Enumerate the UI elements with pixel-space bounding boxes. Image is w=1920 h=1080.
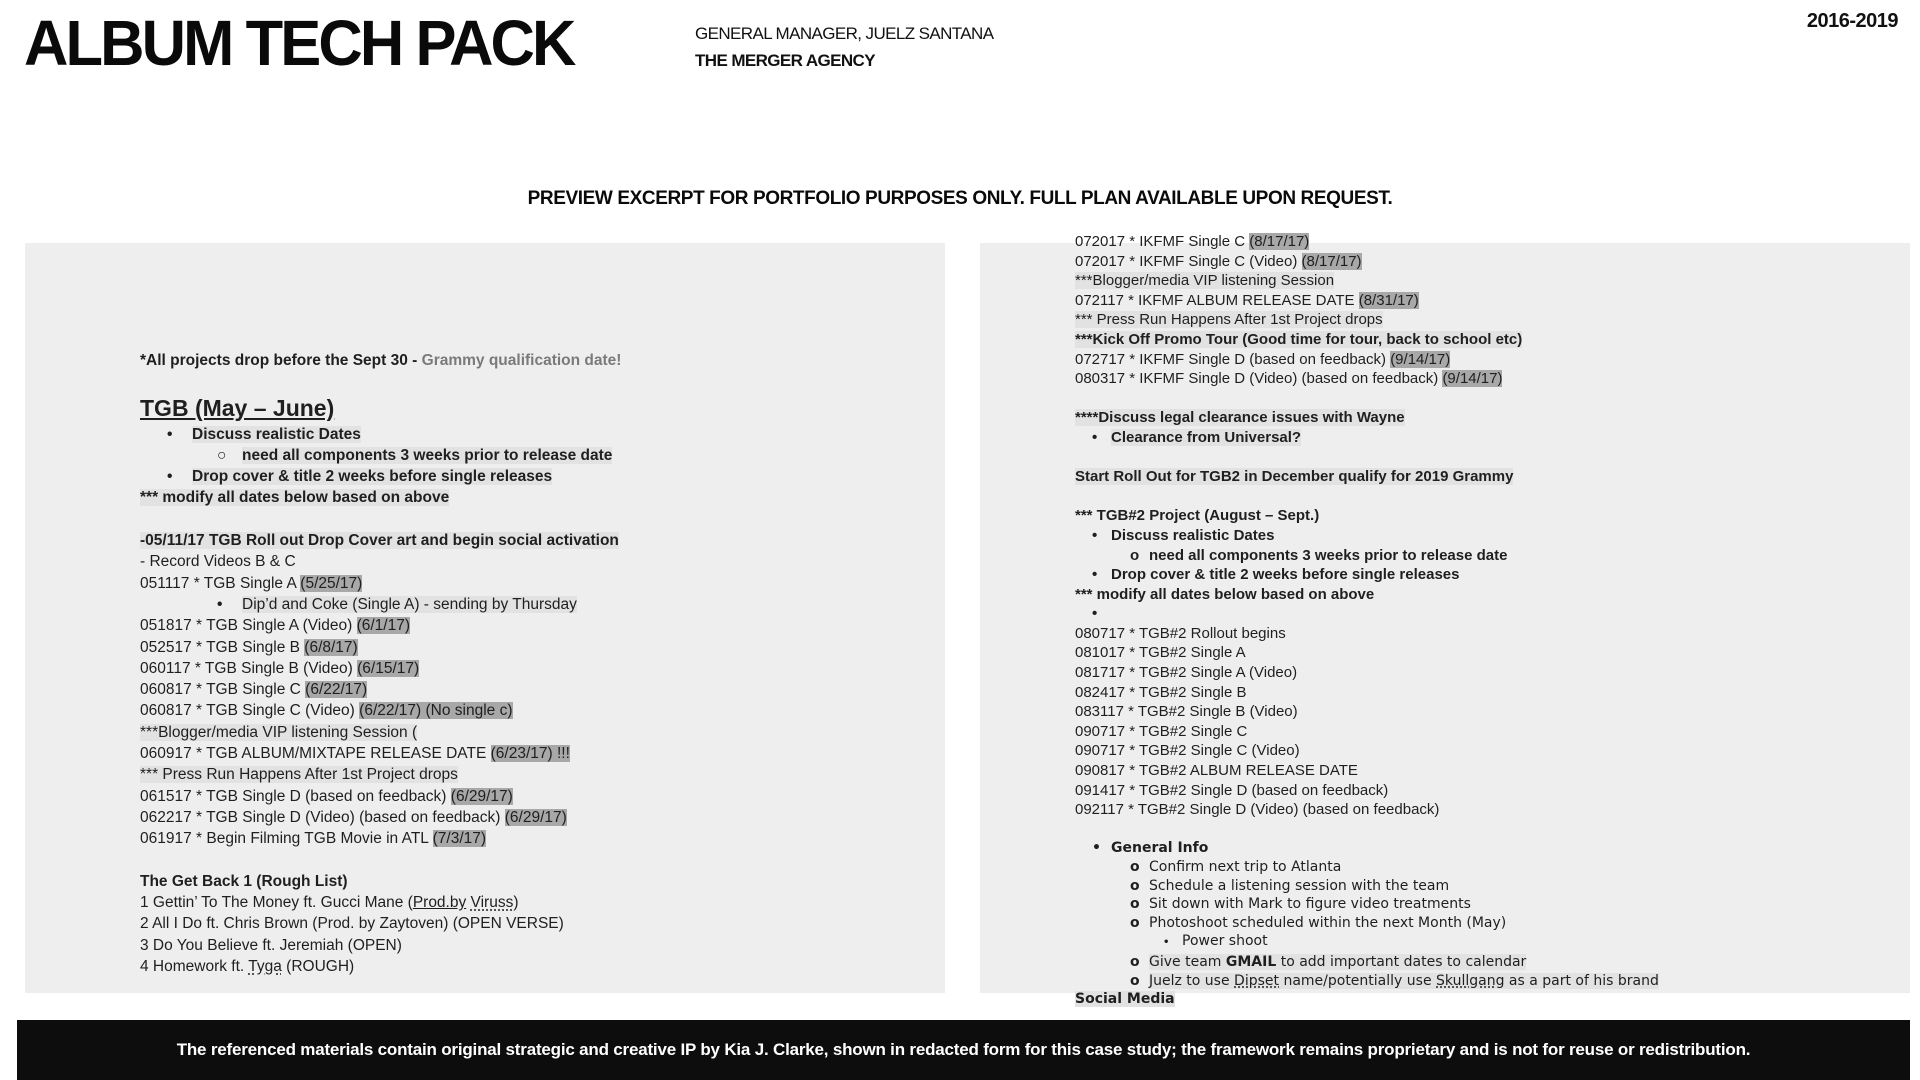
text-segment: 091417 * TGB#2 Single D (based on feedback) <box>1075 781 1389 799</box>
text-segment: 072017 * IKFMF Single C (Video) <box>1075 252 1302 270</box>
text-line <box>1075 972 1892 991</box>
text-line <box>140 466 927 487</box>
text-line <box>1075 310 1892 330</box>
text-line <box>1075 506 1892 526</box>
text-line <box>140 764 927 785</box>
bullet-marker: • <box>1092 605 1098 623</box>
text-segment: Dip’d and Coke (Single A) - sending by Thursday <box>242 595 577 613</box>
text-line <box>1075 428 1892 448</box>
text-line <box>1075 741 1892 761</box>
text-segment: -05/11/17 TGB Roll out Drop Cover art and begin social activation <box>140 532 619 550</box>
text-segment: Discuss realistic Dates <box>1111 526 1275 544</box>
text-line <box>140 935 927 956</box>
text-segment: 062217 * TGB Single D (Video) (based on feedback) <box>140 808 505 826</box>
text-segment: *** Press Run Happens After 1st Project drops <box>1075 311 1383 329</box>
text-segment: 3 Do You Believe ft. Jeremiah (OPEN) <box>140 936 402 954</box>
text-segment: (6/29/17) <box>504 808 567 826</box>
bullet-marker: • <box>1092 428 1098 446</box>
text-segment: Social Media <box>1075 991 1175 1008</box>
text-segment: 090817 * TGB#2 ALBUM RELEASE DATE <box>1075 762 1358 780</box>
text-line <box>140 786 927 807</box>
header-center <box>695 20 993 74</box>
text-segment: 2 All I Do ft. Chris Brown (Prod. by Zaytoven) (OPEN VERSE) <box>140 915 564 933</box>
text-segment: Discuss realistic Dates <box>192 425 361 443</box>
text-segment: (8/17/17) <box>1249 233 1310 250</box>
text-segment: (5/25/17) <box>300 574 363 592</box>
text-segment: *** TGB#2 Project (August – Sept.) <box>1075 507 1320 525</box>
years-range: 2016-2019 <box>1806 10 1898 32</box>
text-segment: 060817 * TGB Single C <box>140 681 306 699</box>
text-segment: Start Roll Out for TGB2 in December qualify for 2019 Grammy <box>1075 468 1514 486</box>
text-segment: 092117 * TGB#2 Single D (Video) (based on feedback) <box>1075 801 1440 819</box>
blank-line <box>1075 448 1892 468</box>
text-segment: 051817 * TGB Single A (Video) <box>140 617 357 635</box>
text-segment: ***Kick Off Promo Tour (Good time for tour, back to school etc) <box>1075 330 1523 348</box>
text-segment: 081017 * TGB#2 Single A <box>1075 644 1246 662</box>
agency-line: THE MERGER AGENCY <box>695 51 875 70</box>
bullet-marker: • <box>217 595 223 613</box>
text-segment: Power shoot <box>1182 933 1268 950</box>
text-segment: GMAIL <box>1225 953 1277 970</box>
text-segment: Viruss <box>470 894 514 912</box>
text-segment: (6/29/17) <box>450 787 513 805</box>
text-segment: (6/15/17) <box>357 659 420 677</box>
bullet-marker: • <box>1092 566 1098 584</box>
text-line <box>140 722 927 743</box>
text-line <box>140 743 927 764</box>
text-segment: Skullgang <box>1436 972 1505 989</box>
text-segment: (9/14/17) <box>1390 350 1451 368</box>
text-segment: 061517 * TGB Single D (based on feedback) <box>140 787 451 805</box>
text-segment: Tyga <box>248 958 282 976</box>
text-segment: (6/1/17) <box>356 617 410 635</box>
bullet-marker: • <box>1163 937 1170 949</box>
text-line <box>1075 990 1892 1009</box>
text-line <box>140 424 927 445</box>
text-line <box>140 700 927 721</box>
bullet-marker: ○ <box>217 446 227 464</box>
text-line <box>1075 858 1892 877</box>
text-segment: ) <box>513 894 519 912</box>
text-line <box>1075 408 1892 428</box>
text-line <box>1075 914 1892 933</box>
text-line <box>140 637 927 658</box>
text-segment: 082417 * TGB#2 Single B <box>1075 683 1247 701</box>
bullet-marker: o <box>1130 859 1140 875</box>
bullet-marker: o <box>1130 877 1140 894</box>
text-segment: 083117 * TGB#2 Single B (Video) <box>1075 703 1298 721</box>
text-line <box>1075 932 1892 953</box>
text-line <box>1075 271 1892 291</box>
blank-line <box>140 509 927 530</box>
text-segment: (6/22/17) <box>305 681 368 699</box>
text-line <box>1075 663 1892 683</box>
bullet-marker: o <box>1130 896 1140 913</box>
text-line <box>1075 683 1892 703</box>
text-segment: to add important dates to calendar <box>1276 953 1527 970</box>
text-segment: 072717 * IKFMF Single D (based on feedback) <box>1075 350 1391 368</box>
text-segment: TGB (May – June) <box>140 394 335 421</box>
text-line <box>140 679 927 700</box>
text-line <box>140 871 927 892</box>
text-line <box>140 487 927 508</box>
bullet-marker: • <box>167 468 173 486</box>
text-line <box>1075 761 1892 781</box>
blank-line <box>1075 820 1892 840</box>
text-segment: Schedule a listening session with the team <box>1149 877 1450 894</box>
text-segment: Give team <box>1149 953 1226 970</box>
text-line <box>1075 722 1892 742</box>
text-line <box>1075 467 1892 487</box>
text-segment: Prod.by <box>412 894 467 912</box>
text-segment: - Record Videos B & C <box>140 553 296 571</box>
text-segment: Sit down with Mark to figure video treatments <box>1149 896 1471 913</box>
text-line <box>1075 291 1892 311</box>
text-segment: name/potentially use <box>1279 972 1437 989</box>
text-segment: 1 Gettin’ To The Money ft. Gucci Mane ( <box>140 894 413 912</box>
text-line <box>1075 330 1892 350</box>
text-line <box>1075 953 1892 972</box>
text-segment: (9/14/17) <box>1442 370 1503 388</box>
text-segment: (ROUGH) <box>281 958 355 976</box>
text-segment: 060917 * TGB ALBUM/MIXTAPE RELEASE DATE <box>140 745 491 763</box>
text-segment: ****Discuss legal clearance issues with Wayne <box>1075 409 1405 427</box>
text-segment: Grammy qualification date! <box>421 352 622 369</box>
text-line <box>140 807 927 828</box>
general-manager-line: GENERAL MANAGER, JUELZ SANTANA <box>695 24 994 43</box>
text-segment: Juelz to use <box>1149 972 1235 989</box>
text-line <box>140 658 927 679</box>
text-line <box>1075 895 1892 914</box>
text-segment: Confirm next trip to Atlanta <box>1149 859 1342 875</box>
text-segment: General Info <box>1111 840 1209 857</box>
text-line <box>1075 565 1892 585</box>
text-line <box>1075 526 1892 546</box>
text-segment: 060817 * TGB Single C (Video) <box>140 702 360 720</box>
text-segment: *All projects drop before the Sept 30 - <box>140 352 422 369</box>
text-segment: ***Blogger/media VIP listening Session ( <box>140 723 418 741</box>
text-segment: Drop cover & title 2 weeks before single releases <box>192 468 553 486</box>
footer-disclaimer-bar <box>17 1020 1910 1080</box>
bullet-marker: o <box>1130 914 1140 931</box>
text-segment: (8/17/17) <box>1301 252 1362 270</box>
footer-disclaimer-text: The referenced materials contain original strategic and creative IP by Kia J. Clarke, shown in redacted form for this case study; the framework remains proprietary and is not for reuse or redistribution. <box>176 1040 1751 1059</box>
text-line <box>140 350 927 371</box>
text-line <box>1075 369 1892 389</box>
right-panel-content <box>980 232 1910 1009</box>
text-segment: 072117 * IKFMF ALBUM RELEASE DATE <box>1075 291 1359 309</box>
text-segment: as a part of his brand <box>1504 972 1659 989</box>
bullet-marker: o <box>1130 546 1140 564</box>
text-line <box>1075 350 1892 370</box>
text-segment: 060117 * TGB Single B (Video) <box>140 659 358 677</box>
text-segment: 081717 * TGB#2 Single A (Video) <box>1075 664 1298 682</box>
text-segment: (6/23/17) !!! <box>490 745 570 763</box>
text-segment: *** modify all dates below based on above <box>140 489 450 507</box>
bullet-marker: o <box>1130 953 1140 970</box>
text-segment: 051117 * TGB Single A <box>140 574 301 592</box>
blank-line <box>140 371 927 392</box>
text-line <box>140 615 927 636</box>
text-segment: The Get Back 1 (Rough List) <box>140 872 348 890</box>
text-line <box>140 573 927 594</box>
text-line <box>140 530 927 551</box>
text-line <box>1075 643 1892 663</box>
text-segment: (6/8/17) <box>304 638 358 656</box>
text-segment: 4 Homework ft. <box>140 958 249 976</box>
text-segment: 052517 * TGB Single B <box>140 638 305 656</box>
text-segment: (7/3/17) <box>432 830 487 848</box>
blank-line <box>1075 389 1892 409</box>
text-segment: *** Press Run Happens After 1st Project drops <box>140 766 458 784</box>
preview-notice: PREVIEW EXCERPT FOR PORTFOLIO PURPOSES ONLY. FULL PLAN AVAILABLE UPON REQUEST. <box>527 188 1393 209</box>
blank-line <box>1075 487 1892 507</box>
text-line <box>1075 232 1892 252</box>
text-line <box>1075 624 1892 644</box>
text-segment: 080717 * TGB#2 Rollout begins <box>1075 624 1286 642</box>
text-line <box>140 913 927 934</box>
text-segment: (6/22/17) (No single c) <box>359 702 513 720</box>
text-line <box>1075 702 1892 722</box>
left-panel <box>25 243 945 993</box>
blank-line <box>140 850 927 871</box>
text-segment: Photoshoot scheduled within the next Month (May) <box>1149 914 1507 931</box>
text-line <box>140 393 927 424</box>
page-title: ALBUM TECH PACK <box>24 7 574 79</box>
bullet-marker: o <box>1130 972 1140 989</box>
text-line <box>1075 800 1892 820</box>
bullet-marker: • <box>1092 526 1098 544</box>
text-segment: 080317 * IKFMF Single D (Video) (based on feedback) <box>1075 370 1443 388</box>
text-line <box>1075 252 1892 272</box>
text-line <box>140 594 927 615</box>
text-segment: 061917 * Begin Filming TGB Movie in ATL <box>140 830 433 848</box>
text-segment: need all components 3 weeks prior to release date <box>1149 546 1508 564</box>
text-line <box>1075 877 1892 896</box>
text-line <box>140 551 927 572</box>
text-segment: *** modify all dates below based on above <box>1075 585 1375 603</box>
text-line <box>140 892 927 913</box>
text-segment: Dipset <box>1234 972 1279 989</box>
text-segment: ***Blogger/media VIP listening Session <box>1075 272 1335 290</box>
bullet-marker: • <box>1092 840 1101 857</box>
left-panel-content <box>25 243 945 977</box>
text-line <box>140 445 927 466</box>
text-line <box>1075 604 1892 624</box>
text-line <box>1075 839 1892 858</box>
bullet-marker: • <box>167 425 173 443</box>
text-line <box>140 828 927 849</box>
text-line <box>1075 546 1892 566</box>
text-line <box>140 956 927 977</box>
text-segment: Clearance from Universal? <box>1111 428 1302 446</box>
text-segment: 090717 * TGB#2 Single C <box>1075 722 1248 740</box>
right-panel <box>980 233 1910 1008</box>
text-segment: 072017 * IKFMF Single C <box>1075 233 1250 250</box>
text-segment: Drop cover & title 2 weeks before single releases <box>1111 566 1460 584</box>
text-line <box>1075 585 1892 605</box>
text-segment: need all components 3 weeks prior to release date <box>242 446 613 464</box>
text-segment: 090717 * TGB#2 Single C (Video) <box>1075 742 1300 760</box>
text-line <box>1075 781 1892 801</box>
text-segment: (8/31/17) <box>1358 291 1419 309</box>
